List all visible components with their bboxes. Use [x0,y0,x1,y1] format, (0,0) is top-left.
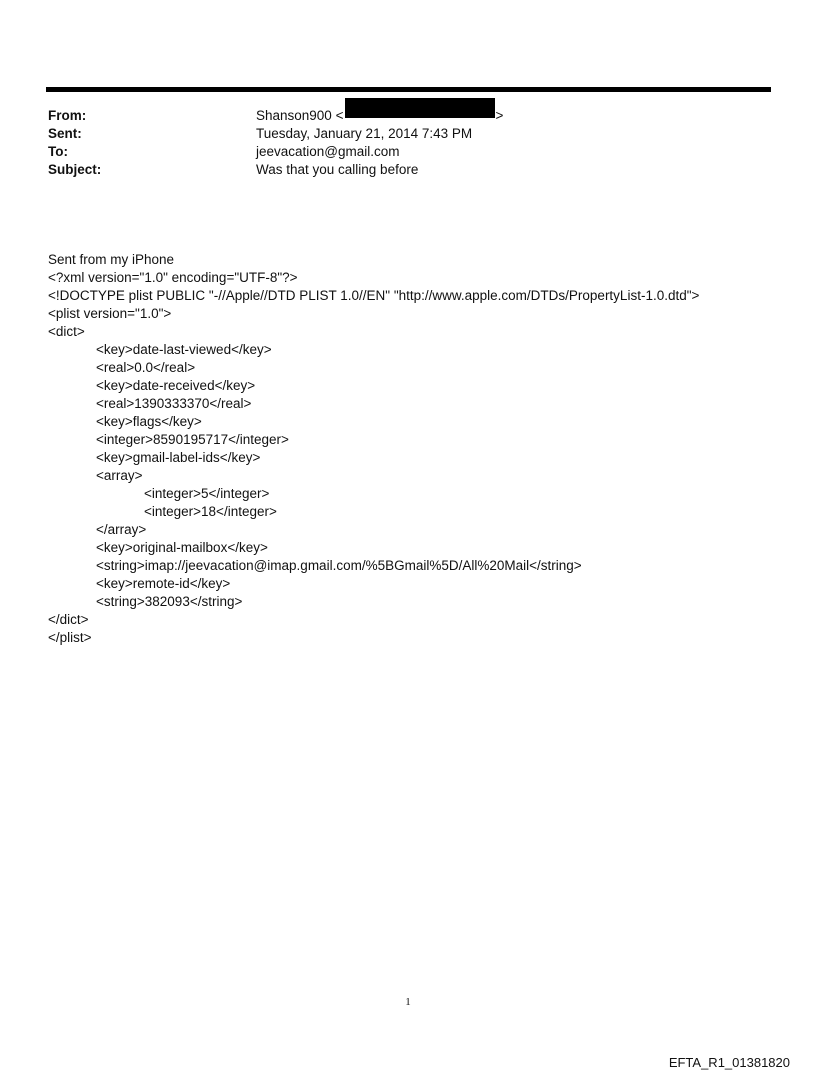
sent-value: Tuesday, January 21, 2014 7:43 PM [256,126,473,141]
redaction-box [345,98,495,118]
document-id: EFTA_R1_01381820 [668,1055,790,1070]
to-row [48,143,748,161]
body-line: <key>remote-id</key> [96,576,231,591]
email-header [48,107,748,179]
body-line: <key>flags</key> [96,414,202,429]
body-line: <key>date-received</key> [96,378,256,393]
from-close: > [495,108,504,123]
subject-value: Was that you calling before [256,162,419,177]
body-line: <!DOCTYPE plist PUBLIC "-//Apple//DTD PLIST 1.0//EN" "http://www.apple.com/DTDs/PropertyList-1.0.dtd"> [48,288,700,303]
body-line: </array> [96,522,147,537]
body-line: <?xml version="1.0" encoding="UTF-8"?> [48,270,298,285]
sent-row [48,125,748,143]
subject-row [48,161,748,179]
body-line: <real>1390333370</real> [96,396,252,411]
from-label: From: [48,108,87,123]
body-line: <key>date-last-viewed</key> [96,342,272,357]
from-value [256,107,748,125]
from-name: Shanson900 < [256,108,344,123]
body-line: Sent from my iPhone [48,252,175,267]
body-line: <array> [96,468,143,483]
body-line: <key>gmail-label-ids</key> [96,450,261,465]
body-line: <integer>5</integer> [144,486,270,501]
header-divider [46,87,771,92]
sent-label: Sent: [48,126,82,141]
body-line: <integer>8590195717</integer> [96,432,289,447]
page-number: 1 [405,996,411,1008]
body-line: <key>original-mailbox</key> [96,540,268,555]
body-line: <string>382093</string> [96,594,243,609]
from-row [48,107,748,125]
to-label: To: [48,144,68,159]
body-line: </dict> [48,612,89,627]
body-line: <integer>18</integer> [144,504,277,519]
body-line: <string>imap://jeevacation@imap.gmail.com/%5BGmail%5D/All%20Mail</string> [96,558,582,573]
body-line: <real>0.0</real> [96,360,196,375]
to-value: jeevacation@gmail.com [256,144,400,159]
body-line: <plist version="1.0"> [48,306,172,321]
subject-label: Subject: [48,162,102,177]
body-line: <dict> [48,324,85,339]
email-body [48,251,788,647]
body-line: </plist> [48,630,92,645]
